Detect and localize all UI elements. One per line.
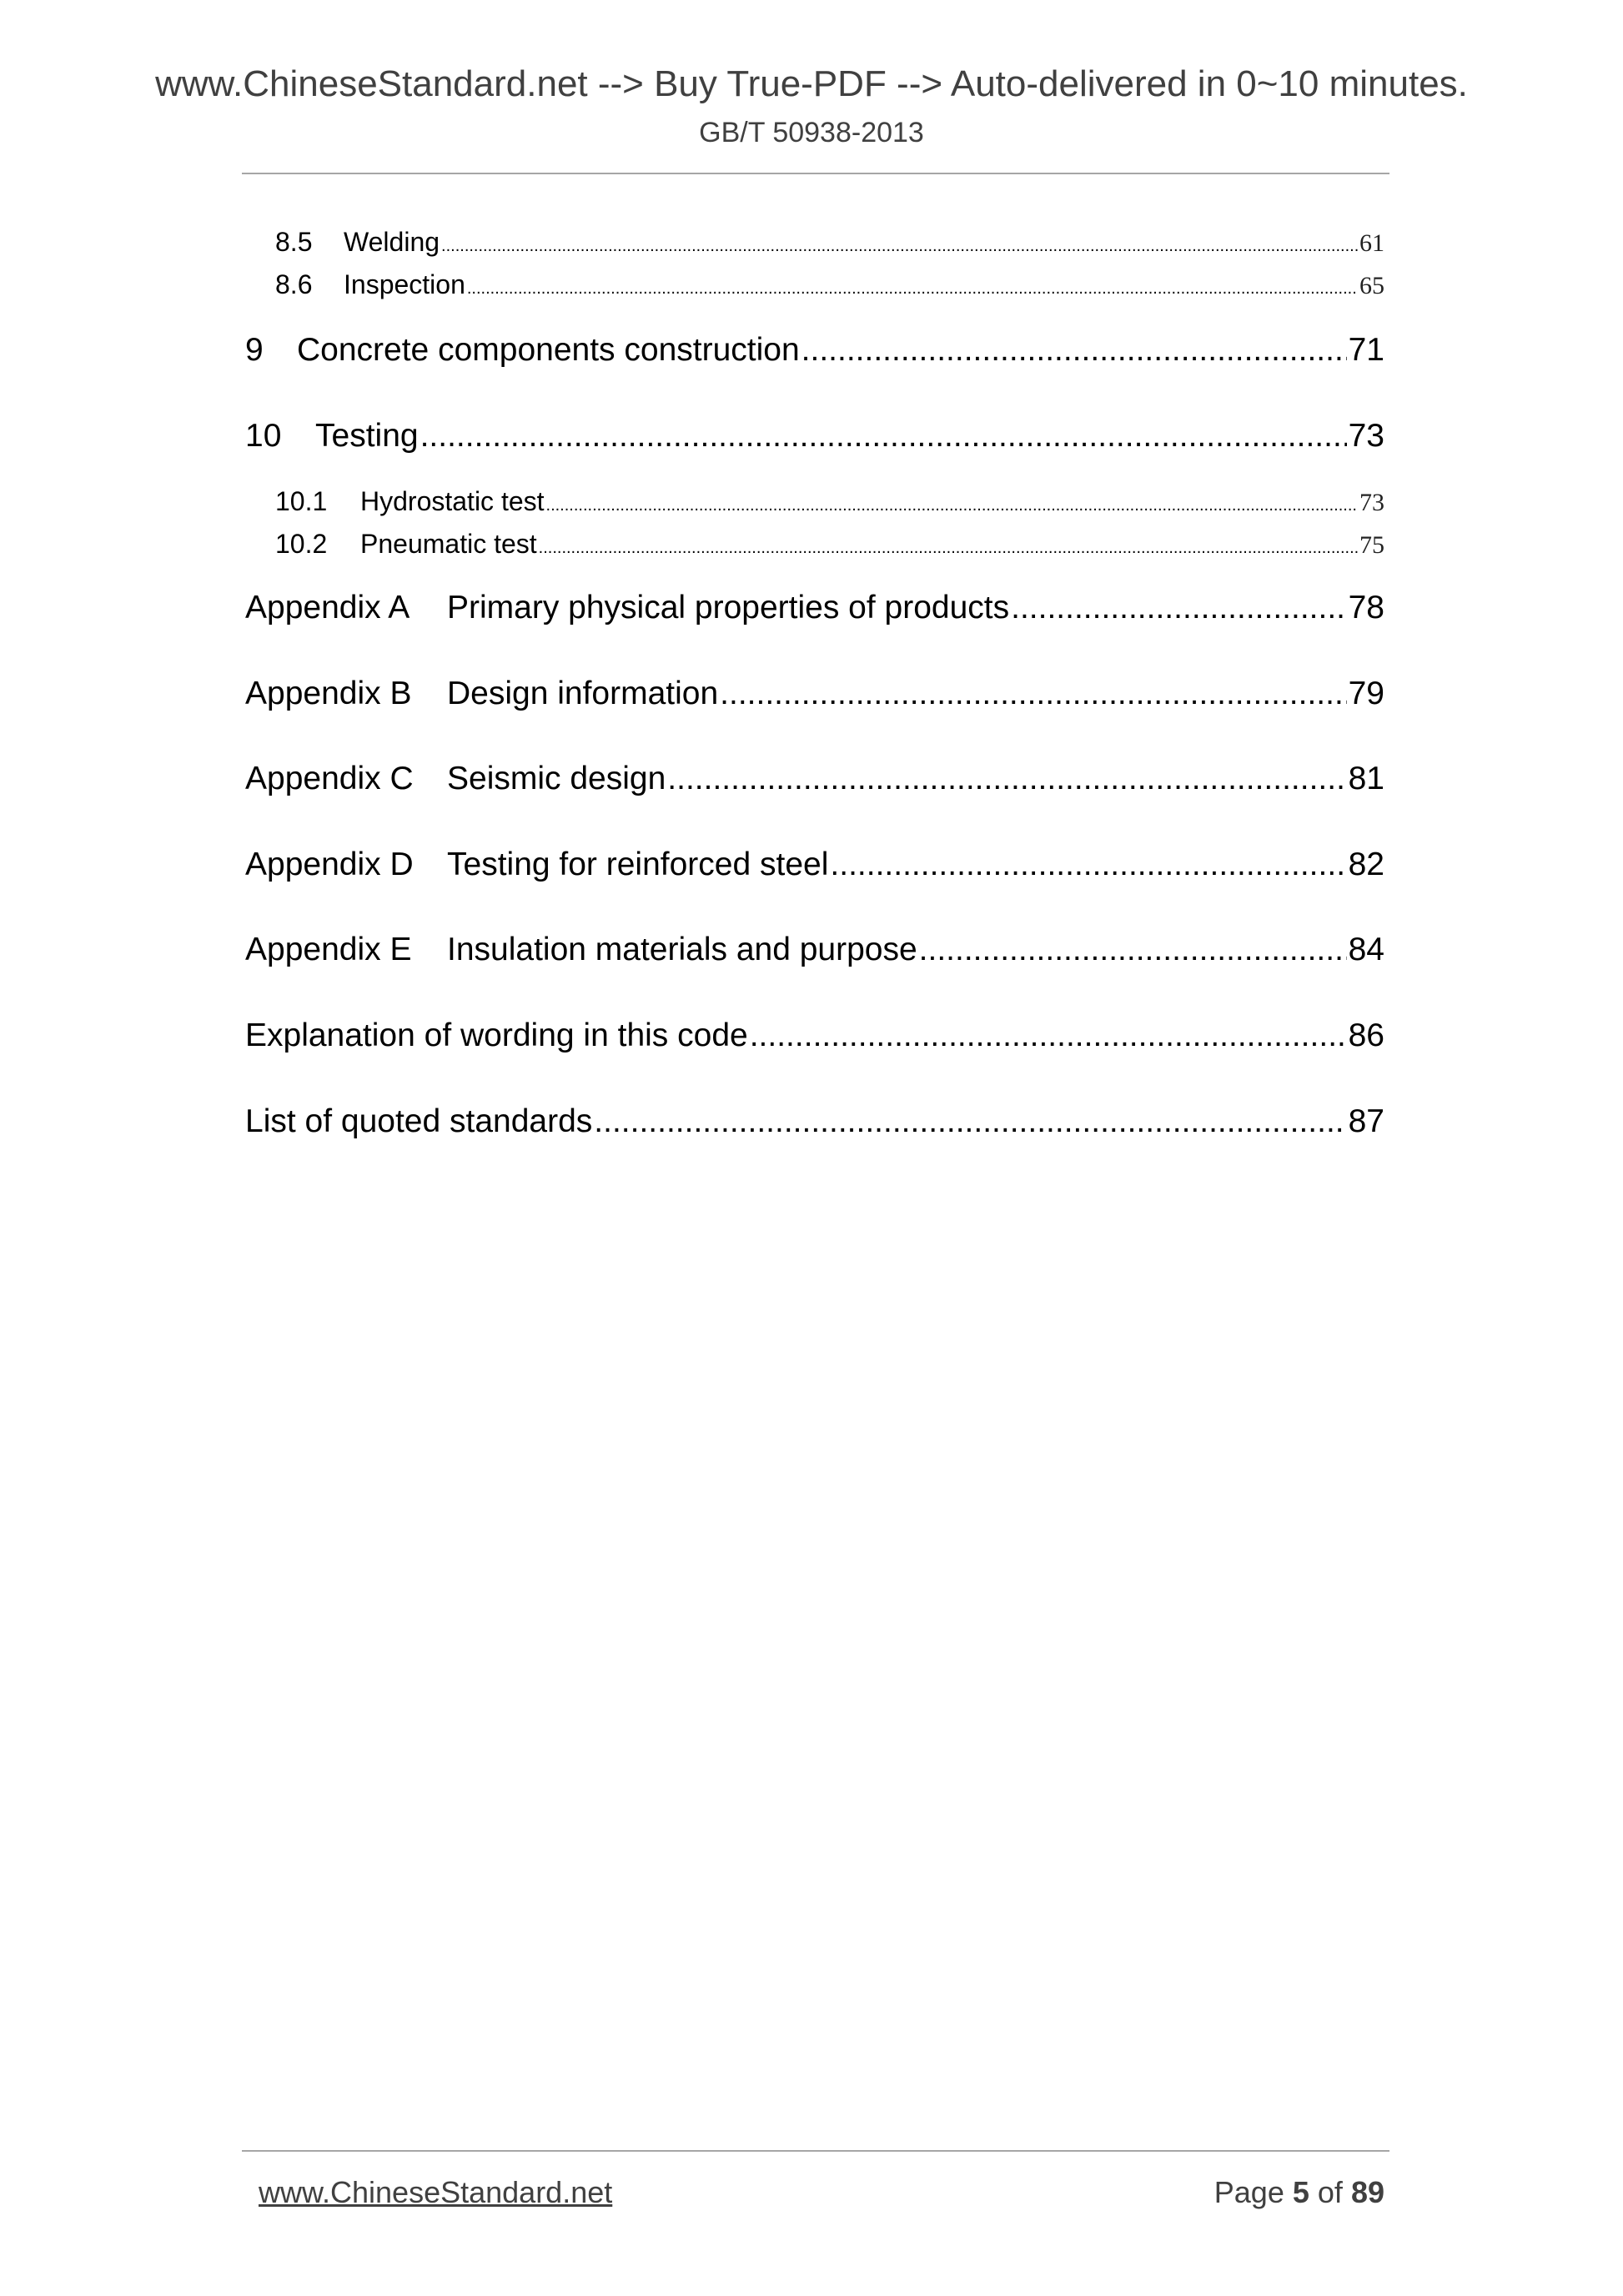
toc-entry-page: 78 — [1348, 590, 1384, 625]
toc-entry-number: 10.1 — [275, 486, 328, 516]
toc-entry-number: 9 — [245, 332, 264, 368]
toc-entry-page: 73 — [1359, 489, 1384, 516]
toc-entry-appendix-b[interactable] — [245, 676, 1384, 712]
toc-entry-number: Appendix E — [245, 932, 412, 967]
toc-entry-number: 8.5 — [275, 227, 313, 257]
dot-leader — [420, 418, 1347, 455]
toc-entry-9[interactable] — [245, 332, 1384, 369]
header-divider — [242, 173, 1389, 174]
dot-leader — [919, 932, 1347, 968]
toc-entry-page: 71 — [1348, 332, 1384, 368]
dot-leader — [750, 1017, 1347, 1054]
dot-leader — [801, 332, 1347, 369]
toc-entry-number: 10 — [245, 418, 282, 454]
toc-entry-title: Insulation materials and purpose — [447, 932, 917, 967]
toc-entry-title: Pneumatic test — [360, 529, 537, 559]
page-current: 5 — [1292, 2175, 1309, 2209]
toc-entry-title: Design information — [447, 676, 719, 711]
toc-entry-quoted-standards[interactable] — [245, 1103, 1384, 1140]
toc-entry-8-5[interactable] — [275, 227, 1384, 258]
dot-leader — [667, 761, 1346, 797]
page-of: of — [1317, 2175, 1343, 2209]
toc-entry-title: Inspection — [344, 269, 465, 299]
toc-entry-title: Concrete components construction — [297, 332, 800, 368]
dot-leader — [546, 496, 1358, 515]
toc-entry-page: 75 — [1359, 531, 1384, 559]
toc-entry-page: 82 — [1348, 847, 1384, 882]
toc-entry-title: Testing — [315, 418, 419, 454]
dot-leader — [720, 676, 1346, 712]
toc-entry-8-6[interactable] — [275, 269, 1384, 300]
dot-leader — [441, 237, 1358, 256]
dot-leader — [539, 539, 1358, 558]
toc-entry-10-1[interactable] — [275, 486, 1384, 517]
dot-leader — [830, 847, 1346, 883]
toc-entry-appendix-e[interactable] — [245, 932, 1384, 968]
toc-entry-page: 65 — [1359, 272, 1384, 299]
toc-entry-number: Appendix A — [245, 590, 410, 625]
dot-leader — [467, 279, 1358, 299]
toc-entry-title: Explanation of wording in this code — [245, 1017, 748, 1053]
toc-entry-number: 8.6 — [275, 269, 313, 299]
toc-entry-explanation-of-wording[interactable] — [245, 1017, 1384, 1054]
toc-entry-appendix-c[interactable] — [245, 761, 1384, 797]
toc-entry-number: 10.2 — [275, 529, 328, 559]
toc-entry-page: 81 — [1348, 761, 1384, 796]
toc-entry-title: Testing for reinforced steel — [447, 847, 829, 882]
toc-entry-10-2[interactable] — [275, 529, 1384, 560]
header-banner: www.ChineseStandard.net --> Buy True-PDF --> Auto-delivered in 0~10 minutes. — [155, 63, 1468, 104]
toc-entry-title: Seismic design — [447, 761, 666, 796]
footer-site-link[interactable]: www.ChineseStandard.net — [259, 2175, 613, 2209]
dot-leader — [594, 1103, 1346, 1140]
page-prefix: Page — [1213, 2175, 1284, 2209]
toc-entry-title: Hydrostatic test — [360, 486, 545, 516]
dot-leader — [1011, 590, 1347, 626]
page-total: 89 — [1350, 2175, 1384, 2209]
toc-entry-appendix-a[interactable] — [245, 590, 1384, 626]
toc-entry-page: 61 — [1359, 229, 1384, 257]
toc-entry-number: Appendix B — [245, 676, 412, 711]
toc-entry-page: 86 — [1348, 1017, 1384, 1053]
toc-entry-page: 87 — [1348, 1103, 1384, 1139]
toc-entry-appendix-d[interactable] — [245, 847, 1384, 883]
document-code: GB/T 50938-2013 — [699, 117, 924, 148]
toc-entry-number: Appendix C — [245, 761, 414, 796]
toc-entry-number: Appendix D — [245, 847, 414, 882]
toc-entry-page: 84 — [1348, 932, 1384, 967]
toc-entry-title: Primary physical properties of products — [447, 590, 1010, 625]
page-number — [1214, 2175, 1384, 2210]
toc-entry-page: 73 — [1348, 418, 1384, 454]
toc-entry-title: List of quoted standards — [245, 1103, 593, 1139]
toc-entry-page: 79 — [1348, 676, 1384, 711]
toc-entry-title: Welding — [344, 227, 440, 257]
footer-divider — [242, 2150, 1389, 2152]
toc-entry-10[interactable] — [245, 418, 1384, 455]
